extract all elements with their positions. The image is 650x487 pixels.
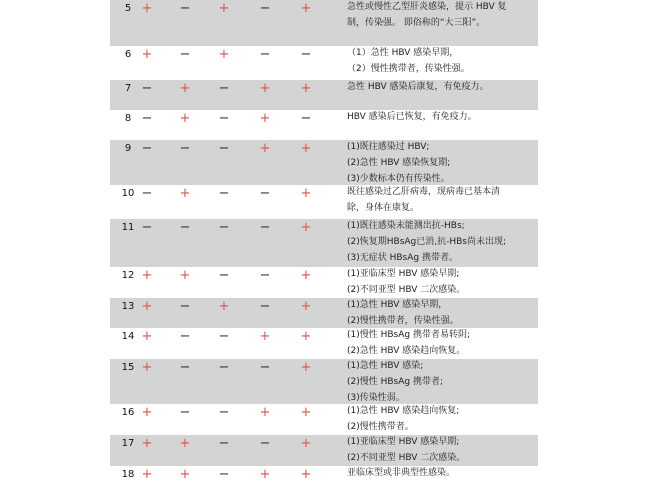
row-number: 15	[121, 362, 135, 373]
table-row	[0, 435, 650, 466]
row-description	[347, 297, 547, 329]
positive-mark: +	[300, 268, 312, 283]
negative-mark: −	[141, 186, 153, 201]
positive-mark: +	[259, 405, 271, 420]
description-line: (1)急性 HBV 感染;	[347, 361, 424, 371]
positive-mark: +	[141, 360, 153, 375]
row-description	[347, 266, 547, 298]
positive-mark: +	[179, 186, 191, 201]
positive-mark: +	[141, 467, 153, 482]
row-description	[347, 109, 547, 125]
row-number: 9	[124, 143, 132, 154]
negative-mark: −	[141, 111, 153, 126]
positive-mark: +	[300, 141, 312, 156]
table-row	[0, 140, 650, 185]
table-row	[0, 80, 650, 110]
row-number: 14	[121, 331, 135, 342]
positive-mark: +	[218, 299, 230, 314]
description-line: 既往感染过乙肝病毒，现病毒已基本清	[347, 187, 501, 197]
description-line: (2)恢复期HBsAg已消,抗-HBs尚未出现;	[347, 237, 507, 247]
negative-mark: −	[259, 360, 271, 375]
negative-mark: −	[141, 141, 153, 156]
row-number: 8	[124, 113, 132, 124]
positive-mark: +	[259, 111, 271, 126]
description-line: (1)急性 HBV 感染趋向恢复;	[347, 406, 460, 416]
table-row	[0, 0, 650, 46]
positive-mark: +	[300, 405, 312, 420]
description-line: （1）急性 HBV 感染早期，	[347, 48, 459, 58]
row-number: 13	[121, 301, 135, 312]
negative-mark: −	[179, 405, 191, 420]
positive-mark: +	[300, 299, 312, 314]
description-line: （2）慢性携带者，传染性强。	[347, 64, 470, 74]
description-line: 亚临床型或非典型性感染。	[347, 468, 456, 478]
negative-mark: −	[218, 111, 230, 126]
description-line: 急性或慢性乙型肝炎感染，提示 HBV 复	[347, 2, 507, 12]
negative-mark: −	[259, 47, 271, 62]
positive-mark: +	[141, 1, 153, 16]
description-line: (2)不同亚型 HBV 二次感染。	[347, 285, 466, 295]
positive-mark: +	[300, 1, 312, 16]
table-row	[0, 267, 650, 298]
table-row	[0, 328, 650, 359]
description-line: 制，传染强。 即俗称的“大三阳”。	[347, 18, 486, 28]
description-line: (2)急性 HBV 感染恢复期;	[347, 158, 451, 168]
positive-mark: +	[259, 329, 271, 344]
table-row	[0, 185, 650, 219]
negative-mark: −	[259, 186, 271, 201]
negative-mark: −	[218, 186, 230, 201]
row-description	[347, 434, 547, 466]
description-line: (2)慢性携带者，传染性强。	[347, 316, 459, 326]
row-description	[347, 79, 547, 95]
row-number: 7	[124, 83, 132, 94]
positive-mark: +	[141, 436, 153, 451]
row-description	[347, 139, 547, 187]
negative-mark: −	[259, 268, 271, 283]
table-row	[0, 466, 650, 487]
negative-mark: −	[300, 47, 312, 62]
negative-mark: −	[179, 220, 191, 235]
negative-mark: −	[259, 1, 271, 16]
description-line: (1)亚临床型 HBV 感染早期;	[347, 269, 460, 279]
row-description	[347, 184, 547, 216]
positive-mark: +	[141, 405, 153, 420]
negative-mark: −	[141, 220, 153, 235]
negative-mark: −	[179, 47, 191, 62]
table-row	[0, 110, 650, 140]
description-line: (1)既往感染未能测出抗-HBs;	[347, 221, 465, 231]
positive-mark: +	[259, 467, 271, 482]
negative-mark: −	[218, 141, 230, 156]
row-number: 12	[121, 270, 135, 281]
row-description	[347, 465, 547, 481]
description-line: (2)慢性携带者。	[347, 422, 414, 432]
negative-mark: −	[259, 220, 271, 235]
positive-mark: +	[300, 360, 312, 375]
row-description	[347, 0, 547, 31]
description-line: (1)既往感染过 HBV;	[347, 142, 430, 152]
negative-mark: −	[179, 299, 191, 314]
description-line: (2)慢性 HBsAg 携带者;	[347, 377, 444, 387]
positive-mark: +	[300, 436, 312, 451]
description-line: (2)急性 HBV 感染趋向恢复。	[347, 346, 466, 356]
description-line: (1)亚临床型 HBV 感染早期;	[347, 437, 460, 447]
positive-mark: +	[300, 186, 312, 201]
row-description	[347, 45, 547, 77]
description-line: 急性 HBV 感染后康复，有免疫力。	[347, 82, 489, 92]
description-line: (3)少数标本仍有传染性。	[347, 174, 450, 184]
table-row	[0, 404, 650, 435]
negative-mark: −	[218, 81, 230, 96]
negative-mark: −	[179, 141, 191, 156]
positive-mark: +	[141, 299, 153, 314]
negative-mark: −	[218, 467, 230, 482]
negative-mark: −	[218, 329, 230, 344]
positive-mark: +	[141, 329, 153, 344]
row-number: 10	[121, 188, 135, 199]
negative-mark: −	[259, 436, 271, 451]
row-description	[347, 358, 547, 406]
description-line: (3)传染性弱。	[347, 393, 405, 403]
negative-mark: −	[300, 111, 312, 126]
positive-mark: +	[179, 81, 191, 96]
positive-mark: +	[218, 1, 230, 16]
row-number: 6	[124, 49, 132, 60]
table-row	[0, 298, 650, 328]
positive-mark: +	[259, 141, 271, 156]
row-description	[347, 403, 547, 435]
description-line: 除，身体在康复。	[347, 203, 420, 213]
description-line: (1)慢性 HBsAg 携带者易转阴;	[347, 330, 471, 340]
description-line: (1)急性 HBV 感染早期，	[347, 300, 448, 310]
row-number: 17	[121, 438, 135, 449]
positive-mark: +	[300, 81, 312, 96]
positive-mark: +	[141, 268, 153, 283]
negative-mark: −	[179, 1, 191, 16]
positive-mark: +	[300, 329, 312, 344]
positive-mark: +	[300, 220, 312, 235]
positive-mark: +	[141, 47, 153, 62]
negative-mark: −	[141, 81, 153, 96]
negative-mark: −	[218, 220, 230, 235]
negative-mark: −	[218, 405, 230, 420]
negative-mark: −	[218, 436, 230, 451]
row-number: 11	[121, 222, 135, 233]
row-number: 16	[121, 407, 135, 418]
table-row	[0, 359, 650, 404]
table-row	[0, 219, 650, 267]
table-row	[0, 46, 650, 80]
row-description	[347, 327, 547, 359]
positive-mark: +	[218, 47, 230, 62]
negative-mark: −	[179, 360, 191, 375]
negative-mark: −	[218, 268, 230, 283]
positive-mark: +	[179, 268, 191, 283]
description-line: (2)不同亚型 HBV 二次感染。	[347, 453, 466, 463]
row-number: 18	[121, 469, 135, 480]
description-line: HBV 感染后已恢复，有免疫力。	[347, 112, 477, 122]
positive-mark: +	[179, 111, 191, 126]
positive-mark: +	[179, 467, 191, 482]
row-description	[347, 218, 547, 266]
row-number: 5	[124, 3, 132, 14]
positive-mark: +	[259, 81, 271, 96]
description-line: (3)无症状 HBsAg 携带者。	[347, 253, 458, 263]
negative-mark: −	[218, 360, 230, 375]
negative-mark: −	[179, 329, 191, 344]
negative-mark: −	[259, 299, 271, 314]
positive-mark: +	[300, 467, 312, 482]
positive-mark: +	[179, 436, 191, 451]
